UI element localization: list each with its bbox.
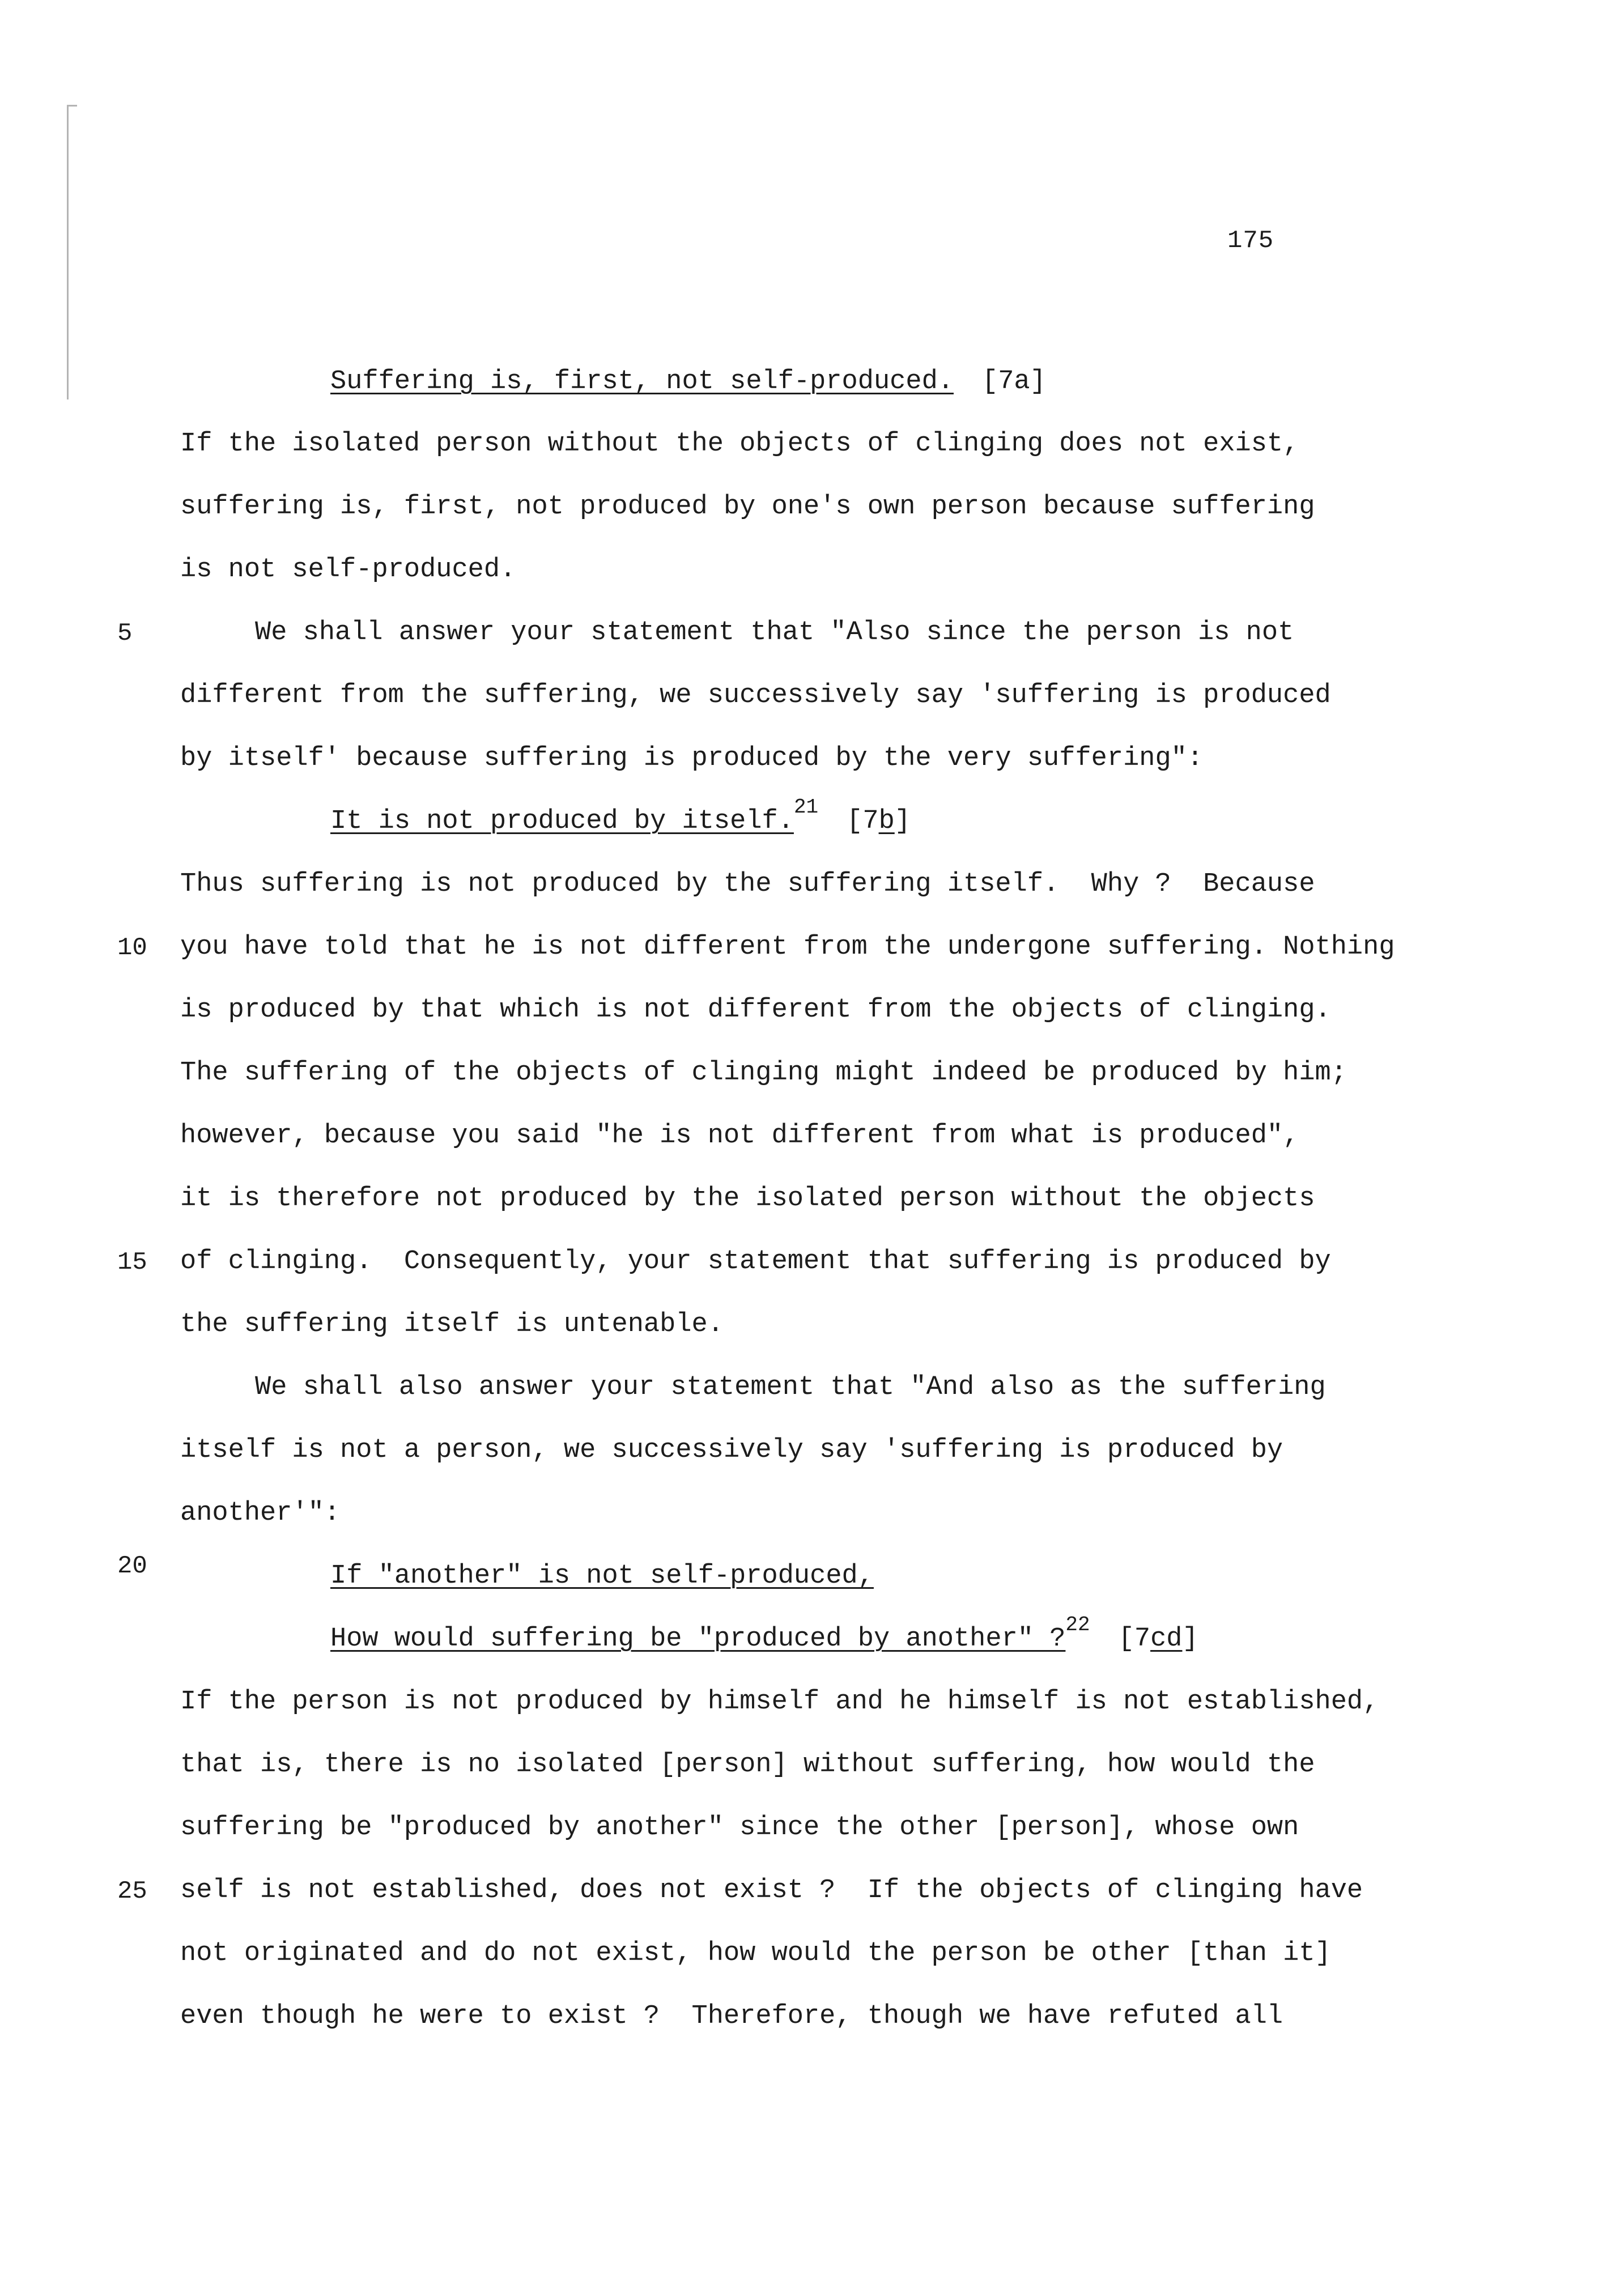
text-line: itself is not a person, we successively say 'suffering is produced by: [180, 1435, 1283, 1465]
binding-margin-mark: [67, 105, 70, 399]
section-heading-2: [330, 796, 911, 836]
page-number: 175: [1227, 227, 1274, 255]
verse-line-2: How would suffering be "produced by another" ?$^{22}$ [7cd]: [330, 1613, 1198, 1654]
footnote-22: 22: [1065, 1613, 1090, 1637]
text-line: even though he were to exist ? Therefore, though we have refuted all: [180, 2001, 1283, 2031]
text-line: We shall answer your statement that "Also since the person is not: [255, 618, 1294, 648]
text-line: is produced by that which is not different from the objects of clinging.: [180, 995, 1331, 1025]
verse-reference: [7cd]: [1118, 1624, 1198, 1654]
line-number-15: 15: [117, 1248, 147, 1277]
line-number-5: 5: [117, 619, 133, 648]
line-number-25: 25: [117, 1877, 147, 1906]
text-line: If the isolated person without the objects of clinging does not exist,: [180, 429, 1299, 459]
text-line: The suffering of the objects of clinging might indeed be produced by him;: [180, 1058, 1347, 1088]
text-line: it is therefore not produced by the isolated person without the objects: [180, 1184, 1315, 1214]
heading-1-text: Suffering is, first, not self-produced.: [330, 367, 954, 397]
verse-line-1: If "another" is not self-produced,: [330, 1561, 874, 1591]
text-line: Thus suffering is not produced by the suffering itself. Why ? Because: [180, 869, 1315, 899]
text-line: however, because you said "he is not different from what is produced",: [180, 1121, 1299, 1151]
section-heading-1: [330, 368, 1046, 395]
heading-1-reference: [7a]: [981, 367, 1046, 397]
text-line: If the person is not produced by himself and he himself is not established,: [180, 1687, 1379, 1717]
text-line: that is, there is no isolated [person] without suffering, how would the: [180, 1750, 1315, 1780]
text-line: not originated and do not exist, how would the person be other [than it]: [180, 1938, 1331, 1968]
text-line: self is not established, does not exist ? If the objects of clinging have: [180, 1876, 1363, 1906]
text-line: We shall also answer your statement that "And also as the suffering: [255, 1372, 1326, 1402]
footnote-21: 21: [793, 796, 819, 819]
text-line: another'":: [180, 1498, 341, 1528]
text-line: different from the suffering, we successively say 'suffering is produced: [180, 681, 1331, 711]
text-line: suffering be "produced by another" since the other [person], whose own: [180, 1813, 1299, 1843]
text-line: you have told that he is not different from the undergone suffering. Nothing: [180, 932, 1395, 962]
heading-2-reference: [7b]: [847, 806, 911, 836]
text-line: suffering is, first, not produced by one's own person because suffering: [180, 492, 1315, 522]
line-number-20: 20: [117, 1552, 147, 1580]
text-line: is not self-produced.: [180, 555, 516, 585]
text-line: of clinging. Consequently, your statement that suffering is produced by: [180, 1247, 1331, 1277]
heading-2-text: It is not produced by itself.: [330, 806, 794, 836]
text-line: by itself' because suffering is produced by the very suffering":: [180, 743, 1204, 773]
text-line: the suffering itself is untenable.: [180, 1309, 724, 1340]
line-number-10: 10: [117, 934, 147, 962]
